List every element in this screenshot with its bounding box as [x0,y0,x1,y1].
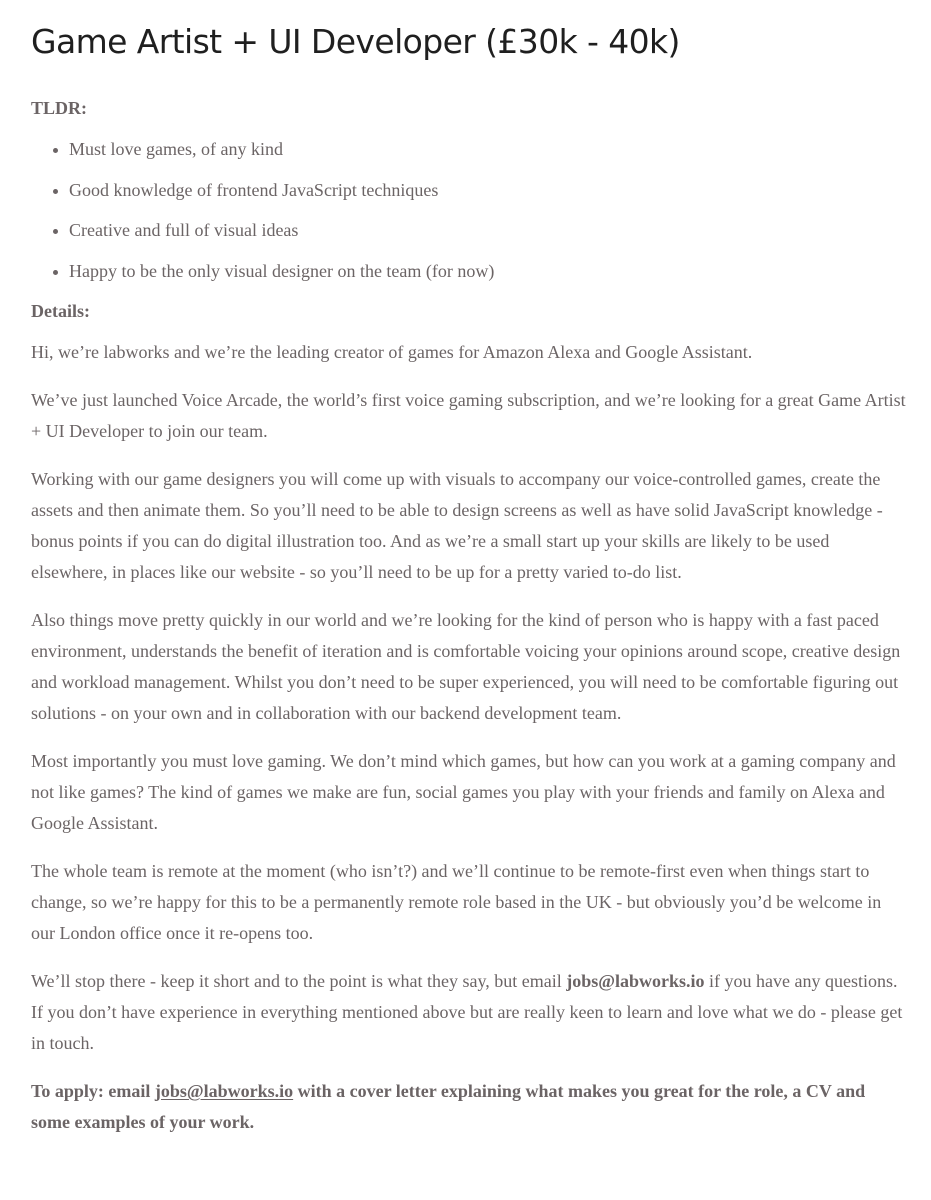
closing-text-before: We’ll stop there - keep it short and to the point is what they say, but email [31,971,567,991]
list-item: Must love games, of any kind [69,134,906,165]
details-paragraph-intro: Hi, we’re labworks and we’re the leading creator of games for Amazon Alexa and Google Assistant. [31,342,753,362]
closing-text-after: if you have any questions. If you don’t have experience in everything mentioned above but are really keen to learn and love what we do - please get in touch. [31,971,903,1053]
apply-email-link[interactable]: jobs@labworks.io [154,1081,294,1101]
details-paragraph-launch: We’ve just launched Voice Arcade, the world’s first voice gaming subscription, and we’re looking for a great Game Artist + UI Developer to join our team. [31,390,906,441]
details-paragraph-gaming: Most importantly you must love gaming. We don’t mind which games, but how can you work at a gaming company and not like games? The kind of games we make are fun, social games you play with your friends and family on Alexa and Google Assistant. [31,751,896,833]
list-item: Creative and full of visual ideas [69,215,906,246]
list-item: Good knowledge of frontend JavaScript techniques [69,175,906,206]
details-paragraph-remote: The whole team is remote at the moment (who isn’t?) and we’ll continue to be remote-first even when things start to change, so we’re happy for this to be a permanently remote role based in the UK - but obviously you’d be welcome in our London office once it re-opens too. [31,861,882,943]
contact-email: jobs@labworks.io [566,971,705,991]
details-paragraph-role: Working with our game designers you will come up with visuals to accompany our voice-controlled games, create the assets and then animate them. So you’ll need to be able to design screens as well as have solid JavaScript knowledge - bonus points if you can do digital illustration too. And as we’re a small start up your skills are likely to be used elsewhere, in places like our website - so you’ll need to be up for a pretty varied to-do list. [31,469,883,582]
details-paragraph-environment: Also things move pretty quickly in our world and we’re looking for the kind of person who is happy with a fast paced environment, understands the benefit of iteration and is comfortable voicing your opinions around scope, creative design and workload management. Whilst you don’t need to be super experienced, you will need to be comfortable figuring out solutions - on your own and in collaboration with our backend development team. [31,610,901,723]
job-posting [31,18,906,1155]
tldr-list [31,134,906,287]
tldr-label: TLDR: [31,98,88,118]
page-title: Game Artist + UI Developer (£30k - 40k) [31,22,680,61]
closing-paragraph [31,966,906,1059]
apply-text-before: To apply: email [31,1081,155,1101]
list-item: Happy to be the only visual designer on the team (for now) [69,256,906,287]
apply-text-after: with a cover letter explaining what makes you great for the role, a CV and some examples of your work. [31,1081,866,1132]
details-label: Details: [31,301,90,321]
apply-paragraph [31,1076,906,1138]
